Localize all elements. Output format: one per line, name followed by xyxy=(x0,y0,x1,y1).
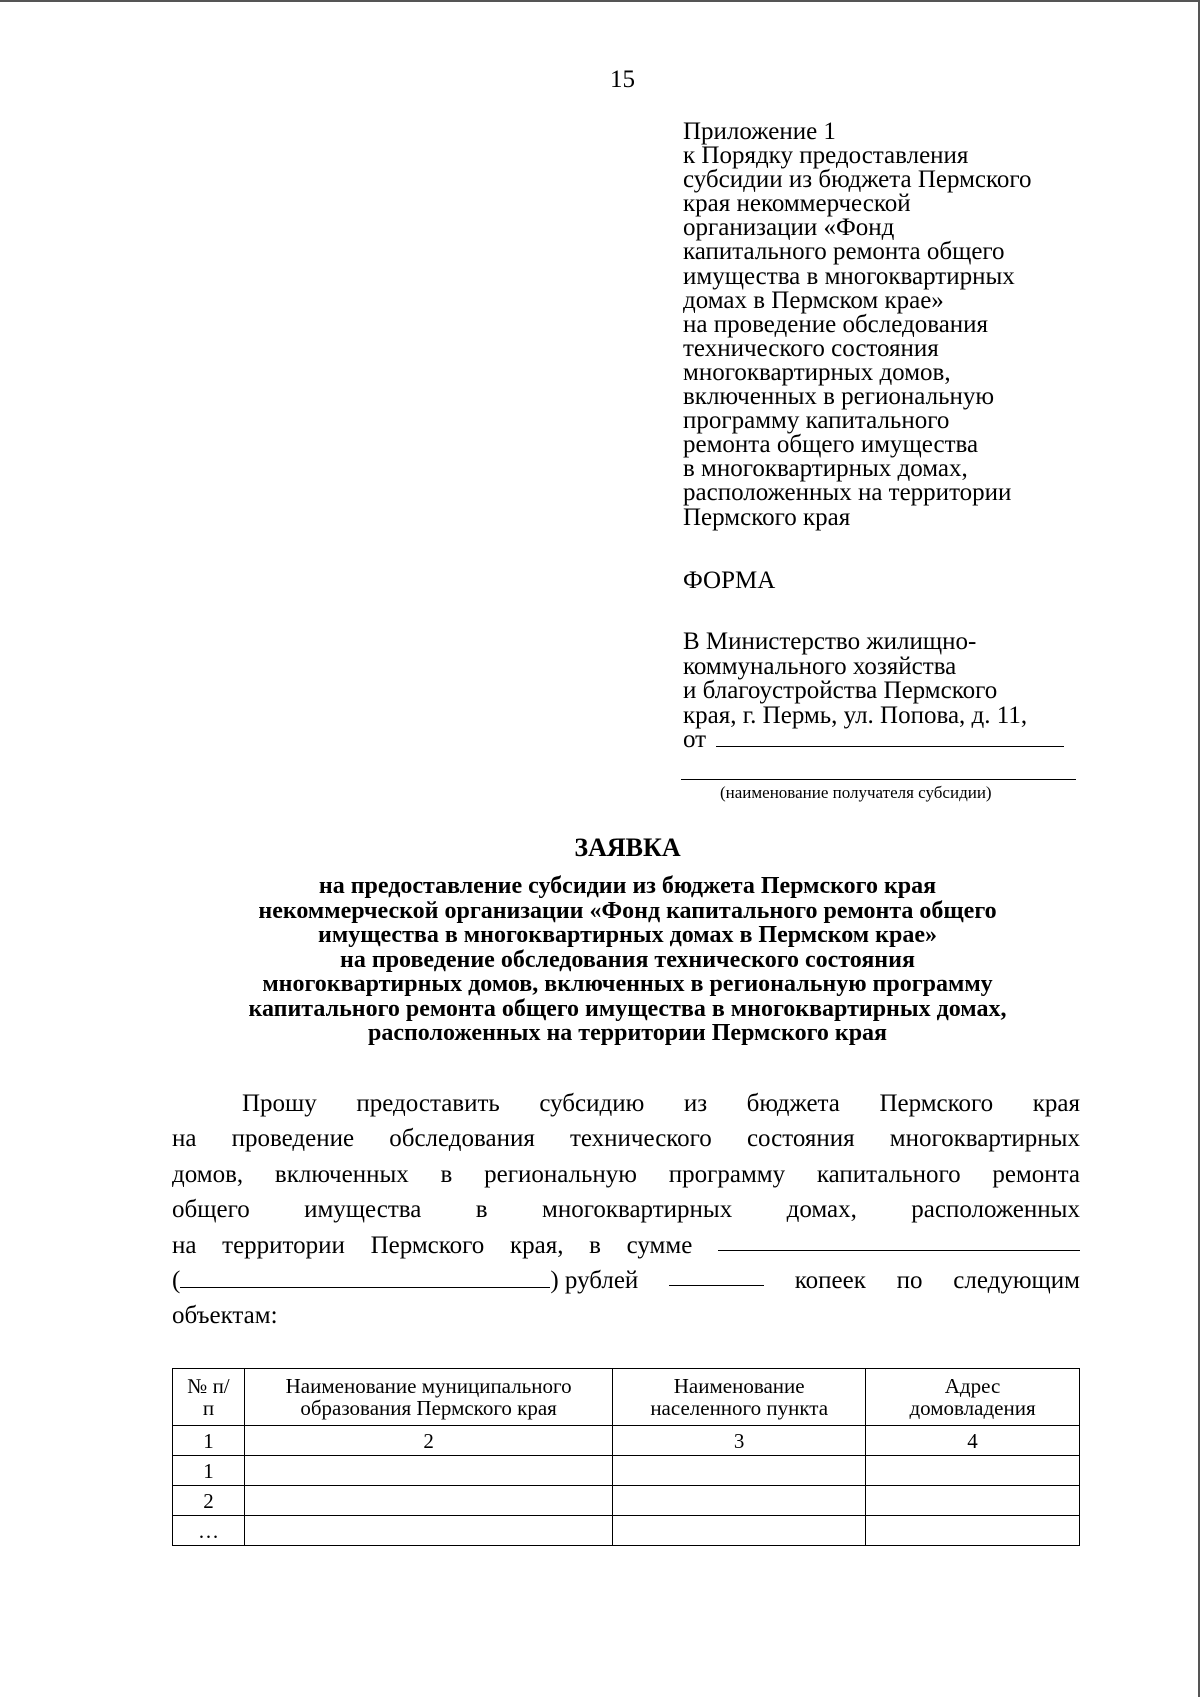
request-paragraph xyxy=(172,1086,1080,1334)
appendix-line: расположенных на территории xyxy=(683,479,1012,507)
addressee-block xyxy=(683,630,1064,753)
document-subtitle xyxy=(0,874,1200,1046)
amount-words-group xyxy=(172,1263,638,1298)
word: многоквартирных xyxy=(542,1196,733,1224)
word: на xyxy=(172,1231,197,1259)
paragraph-line xyxy=(172,1192,1080,1227)
word: территории xyxy=(222,1231,345,1259)
header-address: Адрес домовладения xyxy=(866,1369,1080,1426)
table-cell: 1 xyxy=(173,1456,245,1486)
appendix-line: включенных в региональную xyxy=(683,383,995,411)
table-cell[interactable] xyxy=(244,1486,612,1516)
word: сумме xyxy=(626,1231,693,1259)
from-row xyxy=(683,728,1064,753)
word: по xyxy=(896,1266,923,1294)
appendix-line: на проведение обследования xyxy=(683,310,989,338)
table-cell[interactable] xyxy=(866,1486,1080,1516)
word: из xyxy=(683,1090,708,1117)
paragraph-line xyxy=(172,1263,1080,1298)
word: включенных xyxy=(274,1160,409,1188)
appendix-line: края некоммерческой xyxy=(683,190,911,218)
word: Пермского xyxy=(879,1090,994,1117)
table-cell: 4 xyxy=(866,1426,1080,1456)
word: программу xyxy=(668,1160,786,1188)
table-header-row xyxy=(173,1369,1080,1426)
appendix-block xyxy=(683,120,1032,530)
appendix-line: субсидии из бюджета Пермского xyxy=(683,166,1032,194)
subtitle-line: капитального ремонта общего имущества в многоквартирных домах, xyxy=(248,995,1007,1022)
objects-table xyxy=(172,1368,1080,1546)
word: состояния xyxy=(746,1125,855,1153)
page-number: 15 xyxy=(610,66,635,93)
table-row xyxy=(173,1456,1080,1486)
word: обследования xyxy=(389,1125,535,1153)
table-cell[interactable] xyxy=(866,1516,1080,1546)
rubles-label: ) рублей xyxy=(550,1266,639,1294)
appendix-line: программу капитального xyxy=(683,407,950,435)
subtitle-line: на проведение обследования технического состояния xyxy=(340,946,915,973)
addressee-line: и благоустройства Пермского xyxy=(683,677,998,704)
table-cell: 2 xyxy=(244,1426,612,1456)
word: субсидию xyxy=(539,1090,645,1117)
appendix-line: имущества в многоквартирных xyxy=(683,262,1015,290)
from-blank-line[interactable] xyxy=(716,728,1064,747)
word: имущества xyxy=(304,1196,422,1224)
word: Пермского xyxy=(370,1231,485,1259)
paragraph-line xyxy=(172,1228,1080,1263)
form-label: ФОРМА xyxy=(683,567,776,594)
document-title: ЗАЯВКА xyxy=(574,833,681,862)
table-cell[interactable] xyxy=(244,1516,612,1546)
table-cell: 3 xyxy=(613,1426,866,1456)
kopecks-blank-line[interactable] xyxy=(669,1263,764,1286)
appendix-line: капитального ремонта общего xyxy=(683,238,1005,266)
word: края, xyxy=(509,1231,564,1259)
word: проведение xyxy=(231,1125,355,1153)
table-row xyxy=(173,1516,1080,1546)
table-cell: … xyxy=(173,1516,245,1546)
table-cell[interactable] xyxy=(613,1456,866,1486)
appendix-line: к Порядку предоставления xyxy=(683,142,969,170)
paragraph-line: объектам: xyxy=(172,1302,278,1330)
appendix-line: Приложение 1 xyxy=(683,118,836,145)
word: в xyxy=(440,1160,453,1188)
table-cell[interactable] xyxy=(613,1516,866,1546)
recipient-blank-line[interactable] xyxy=(681,779,1076,780)
word: Прошу xyxy=(242,1090,317,1117)
table-row xyxy=(173,1486,1080,1516)
header-municipality: Наименование муниципального образования Пермского края xyxy=(244,1369,612,1426)
subtitle-line: на предоставление субсидии из бюджета Пермского края xyxy=(318,873,937,899)
subtitle-line: имущества в многоквартирных домах в Пермском крае» xyxy=(318,922,937,948)
open-paren: ( xyxy=(172,1266,181,1294)
paragraph-line xyxy=(172,1157,1080,1192)
word: общего xyxy=(172,1196,250,1224)
paragraph-line xyxy=(172,1086,1080,1121)
amount-words-blank-line[interactable] xyxy=(180,1265,550,1288)
table-cell: 1 xyxy=(173,1426,245,1456)
word: домах, xyxy=(786,1196,857,1224)
word: края xyxy=(1032,1090,1080,1117)
word: в xyxy=(475,1196,488,1224)
word: следующим xyxy=(953,1266,1080,1294)
subtitle-line: некоммерческой организации «Фонд капитального ремонта общего xyxy=(258,897,997,924)
paragraph-line xyxy=(172,1121,1080,1156)
table-row xyxy=(173,1426,1080,1456)
appendix-line: в многоквартирных домах, xyxy=(683,455,968,483)
subtitle-line: расположенных на территории Пермского края xyxy=(367,1020,888,1046)
word: региональную xyxy=(484,1160,637,1188)
appendix-line: домах в Пермском крае» xyxy=(683,286,944,314)
word: расположенных xyxy=(911,1196,1080,1224)
amount-blank-line[interactable] xyxy=(718,1228,1080,1251)
word: бюджета xyxy=(746,1090,840,1117)
word: на xyxy=(172,1125,197,1153)
word: капитального xyxy=(816,1160,961,1188)
addressee-line: В Министерство жилищно- xyxy=(683,628,977,655)
recipient-caption: (наименование получателя субсидии) xyxy=(720,783,992,802)
header-settlement: Наименование населенного пункта xyxy=(613,1369,866,1426)
from-label: от xyxy=(683,726,707,753)
addressee-line: края, г. Пермь, ул. Попова, д. 11, xyxy=(683,701,1028,729)
word: многоквартирных xyxy=(889,1125,1080,1153)
table-cell[interactable] xyxy=(613,1486,866,1516)
table-cell[interactable] xyxy=(866,1456,1080,1486)
header-number: № п/п xyxy=(173,1369,245,1426)
appendix-line: ремонта общего имущества xyxy=(683,431,979,459)
word: технического xyxy=(569,1125,712,1153)
word: в xyxy=(589,1231,601,1259)
appendix-line: технического состояния xyxy=(683,334,939,362)
subtitle-line: многоквартирных домов, включенных в региональную программу xyxy=(262,971,993,997)
word: ремонта xyxy=(992,1160,1080,1188)
table-cell[interactable] xyxy=(244,1456,612,1486)
appendix-line: организации «Фонд xyxy=(683,214,895,242)
addressee-line: коммунального хозяйства xyxy=(683,652,957,680)
word: домов, xyxy=(172,1160,244,1188)
appendix-line: Пермского края xyxy=(683,503,851,531)
word: копеек xyxy=(794,1266,866,1294)
appendix-line: многоквартирных домов, xyxy=(683,358,951,386)
table-cell: 2 xyxy=(173,1486,245,1516)
word: предоставить xyxy=(356,1090,500,1117)
